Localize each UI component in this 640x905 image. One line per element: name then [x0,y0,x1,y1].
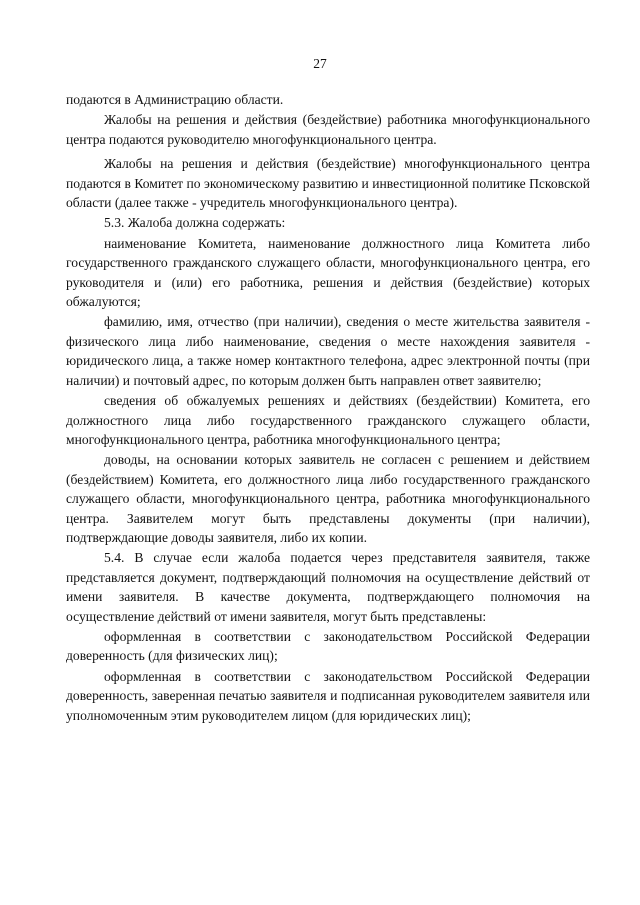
paragraph-3: Жалобы на решения и действия (бездействие) многофункционального центра подаются в Комитет по экономическому развитию и инвестиционной политике Псковской области (далее также - учредитель многофункционального центра). [66,156,590,211]
paragraph-11: оформленная в соответствии с законодательством Российской Федерации доверенность, заверенная печатью заявителя и подписанная руководителем заявителя или уполномоченным этим руководителем лицом (для юридических лиц); [66,668,590,723]
paragraph-9: 5.4. В случае если жалоба подается через представителя заявителя, также представляется документ, подтверждающий полномочия на осуществление действий от имени заявителя. В качестве документа, подтверждающего полномочия на осуществление действий от имени заявителя, могут быть представлены: [66,550,590,624]
paragraph-8: доводы, на основании которых заявитель не согласен с решением и действием (бездействием) Комитета, его должностного лица либо государственного гражданского служащего области, многофункционального центра, работника многофункционального центра. Заявителем могут быть представлены документы (при наличии), подтверждающие доводы заявителя, либо их копии. [66,452,590,545]
document-body [66,90,590,725]
paragraph-10: оформленная в соответствии с законодательством Российской Федерации доверенность (для физических лиц); [66,628,590,664]
paragraph-2: Жалобы на решения и действия (бездействие) работника многофункционального центра подаются руководителю многофункционального центра. [66,112,590,147]
paragraph-6: фамилию, имя, отчество (при наличии), сведения о месте жительства заявителя - физического лица либо наименование, сведения о месте нахождения заявителя - юридического лица, а также номер контактного телефона, адрес электронной почты (при наличии) и почтовый адрес, по которым должен быть направлен ответ заявителю; [66,314,590,388]
paragraph-1: подаются в Администрацию области. [66,92,284,107]
page-number: 27 [313,56,327,71]
paragraph-7: сведения об обжалуемых решениях и действиях (бездействии) Комитета, его должностного лица либо государственного гражданского служащего области, многофункционального центра, работника многофункционального центра; [66,393,590,447]
paragraph-5: наименование Комитета, наименование должностного лица Комитета либо государственного гражданского служащего области, многофункционального центра, его руководителя и (или) его работника, решения и действия (бездействие) которых обжалуются; [66,235,590,310]
paragraph-4: 5.3. Жалоба должна содержать: [104,215,286,231]
